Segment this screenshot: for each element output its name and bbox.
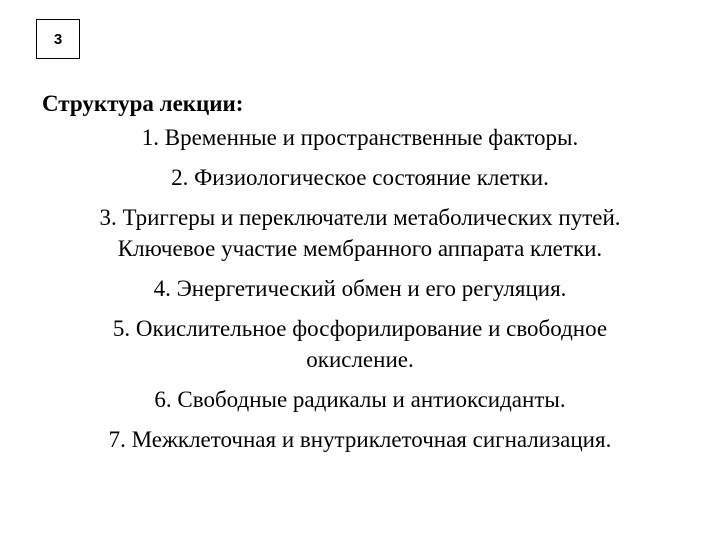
lecture-structure-title: Структура лекции: bbox=[42, 91, 244, 116]
list-item bbox=[30, 273, 690, 304]
list-item-line: 5. Окислительное фосфорилирование и свободное bbox=[112, 316, 608, 341]
list-item-line: 3. Триггеры и переключатели метаболических путей. bbox=[99, 205, 621, 230]
list-item-line: 2. Физиологическое состояние клетки. bbox=[171, 165, 549, 190]
list-item bbox=[30, 122, 690, 153]
list-item-line: 1. Временные и пространственные факторы. bbox=[141, 125, 579, 150]
slide-number: 3 bbox=[53, 30, 63, 48]
list-item bbox=[30, 202, 690, 264]
list-item bbox=[30, 313, 690, 375]
slide-number-box bbox=[36, 19, 80, 59]
list-item-line: 4. Энергетический обмен и его регуляция. bbox=[153, 276, 567, 301]
list-item-line: 6. Свободные радикалы и антиоксиданты. bbox=[154, 387, 566, 412]
lecture-topics-list bbox=[30, 122, 690, 464]
list-item-line: Ключевое участие мембранного аппарата клетки. bbox=[117, 236, 603, 261]
list-item bbox=[30, 384, 690, 415]
list-item-line: 7. Межклеточная и внутриклеточная сигнализация. bbox=[108, 427, 612, 452]
list-item bbox=[30, 424, 690, 455]
list-item bbox=[30, 162, 690, 193]
list-item-line: окисление. bbox=[306, 347, 414, 372]
